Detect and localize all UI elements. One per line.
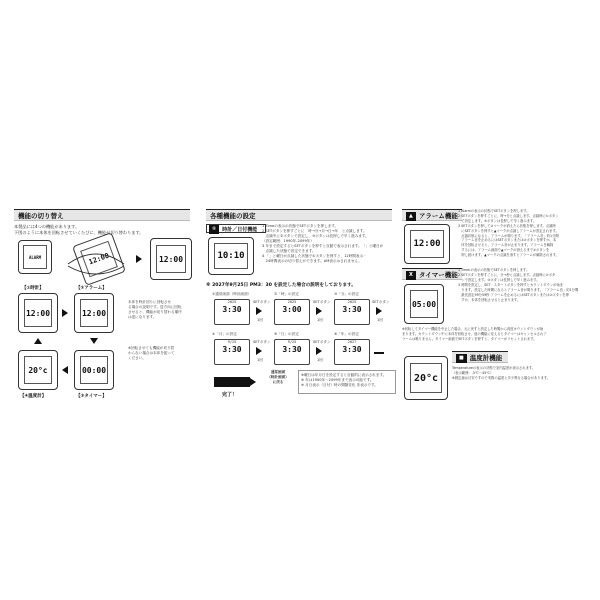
device-screen: [410, 290, 439, 317]
timer-device: [404, 284, 444, 324]
arrow-right-icon: [256, 347, 262, 355]
press-count: 1回: [257, 318, 263, 322]
device-result: [150, 238, 192, 280]
arrow-right-icon: [376, 307, 382, 315]
example-title: ※ 2027年9月25日 PM3：30 を設定した場合の説明をしております。: [206, 283, 356, 288]
device-screen: [80, 356, 109, 383]
row1-label-2: ②「時」の設定: [274, 292, 299, 296]
section-header-timer: [402, 268, 462, 280]
step-line: アラーム音を止めるにはSETボタンまたは②ボタンを押すか、本: [458, 238, 557, 243]
row1-screen-1: [214, 299, 250, 325]
section-title: 機能の切り替え: [18, 212, 64, 220]
device-screen: [156, 245, 186, 274]
screen-date: 9/25: [287, 340, 297, 344]
set-button-label: SETボタン: [372, 300, 390, 304]
clock-time: 12:00: [87, 251, 111, 267]
screen-date: 9/25: [227, 340, 237, 344]
text-line: に戻る: [272, 380, 284, 384]
press-count: 1回: [317, 358, 323, 362]
press-count: 1回: [317, 318, 323, 322]
timer-steps: [458, 268, 586, 303]
mode-display: 20°c: [28, 365, 48, 375]
settings-steps: [262, 224, 392, 264]
section-title: 温度計機能: [469, 354, 503, 362]
step-line: 3 年まで設定するとSETボタンを押すと自動で表示されます。「」と曜日が: [262, 244, 384, 248]
screen-time: 3:00: [282, 305, 302, 314]
sub-badge: ①: [209, 225, 219, 234]
screen-time: 3:30: [222, 305, 242, 314]
screen-time: 3:30: [342, 305, 362, 314]
mode-display: 12:00: [81, 308, 107, 318]
step-line: 3 時間を設定し、SET・スタートボタンを押すとカウントダウンが始ま: [458, 283, 563, 287]
set-button-label: SETボタン: [313, 340, 331, 344]
step-line: 1 Alarmの表示の状態でSETボタンを押します。: [458, 209, 530, 213]
set-button-label: SETボタン: [313, 300, 331, 304]
clock-time: 10:10: [217, 251, 245, 261]
text-line: は逆になります。: [128, 315, 157, 319]
text-line: る場合の説明です。逆方向に回転: [128, 305, 182, 309]
mode-clock-device: [18, 293, 58, 333]
device-screen: [80, 299, 109, 326]
mode-alarm-device: [74, 293, 114, 333]
arrow-right-icon: [316, 347, 322, 355]
text-line: 通常画面: [270, 370, 286, 374]
mode-label-temp: 【④温度計】: [20, 394, 47, 399]
step-line: 1 Timerの表示の状態でSETボタンを押します。: [458, 268, 530, 272]
step-line: （設定範囲：1990年-2099年）: [262, 239, 314, 243]
text-line: ※測定値は目安ですので実際の温度と多少異なる場合があります。: [452, 376, 551, 381]
alarm-device: [404, 224, 450, 264]
settings-clock-device: [208, 237, 254, 275]
press-count: 1回: [257, 358, 263, 362]
note-line: ※ 月日表示（日付）時の間隔変化 非表示です。: [301, 383, 378, 387]
section-header-settings: [206, 209, 392, 221]
temp-text: [452, 366, 588, 382]
row1-label-3: ③「分」の設定: [334, 292, 359, 296]
mode-display: 00:00: [81, 365, 107, 375]
arrow-right-icon: [256, 307, 262, 315]
set-button-label: SETボタン: [253, 300, 271, 304]
rotate-icon: [64, 248, 128, 278]
text-line: ください。: [128, 356, 146, 360]
normal-screen-label: [260, 370, 296, 385]
text-line: わらない場合は本体を振って: [128, 351, 175, 355]
sub-header-clock: [206, 224, 266, 233]
step-line: 2 SETボタンを押すごとに、分→秒と点滅します。点滅時に②ボタ: [458, 273, 556, 277]
alarm-time: 12:00: [413, 239, 441, 249]
row1-screen-3: [334, 299, 370, 325]
settings-notes: [298, 370, 396, 394]
alarm-steps: [458, 209, 586, 258]
row2-screen-3: [334, 339, 370, 365]
mode-timer-device: [74, 350, 114, 390]
side-text-2: [128, 346, 192, 361]
screen-date: 2027: [347, 340, 357, 344]
device-left-tilted: [18, 240, 52, 274]
section-header-temp: [452, 351, 508, 363]
text-line: （表示範囲：-5℃～45℃）: [452, 371, 494, 376]
section-title: 各種機能の設定: [210, 212, 256, 220]
temp-device: [404, 356, 448, 400]
timer-note: [402, 327, 588, 342]
arrow-up-icon: [34, 338, 42, 344]
step-line: 体を回転させると、アラーム音が止まります。アラームを解除: [458, 243, 554, 248]
text-line: （時計画面）: [267, 375, 289, 379]
screen-date: 2025: [227, 300, 237, 304]
timer-icon: X: [406, 271, 416, 280]
text-line: させると、機能が切り替わる順序: [128, 310, 182, 314]
step-line: すか、本体を回転させると止まります。: [458, 298, 521, 302]
row2-screen-2: [274, 339, 310, 365]
step-line: ります。設定した時間になるとアラーム音が鳴ります。「アラーム音」約1分間: [458, 288, 579, 292]
device-screen: [214, 243, 247, 269]
note-line: ※ 年は1900年～2099年まで表示可能です。: [301, 378, 374, 382]
arrow-right-icon: [136, 255, 142, 263]
arrow-right-icon: [250, 378, 256, 386]
bell-icon: ▲: [406, 212, 416, 221]
step-line: 24時間表示の切り替えができます。AM表示はされません。: [262, 259, 362, 263]
step-line: 2 SETボタンを押すごとに、時→分と点滅します。点滅時に①ボタン: [458, 213, 559, 218]
screen-time: 3:30: [342, 345, 362, 354]
row1-screen-2: [274, 299, 310, 325]
mode-label-timer: 【③タイマー】: [76, 394, 107, 399]
row2-label-3: ⑥「年」の設定: [334, 332, 359, 336]
arrow-right-icon: [316, 307, 322, 315]
section-title: タイマー機能: [418, 271, 458, 279]
screen-date: 2025: [347, 300, 357, 304]
note-line: ※曜日は年月日を設定すると自動的に表示されます。: [301, 373, 387, 377]
timer-time: 05:00: [411, 299, 437, 309]
screen-date: 2025: [287, 300, 297, 304]
screen-time: 3:30: [222, 345, 242, 354]
step-line: 2 SETボタンを押すごとに 時→分→月→日→年 と点滅します。: [262, 229, 367, 233]
arrow-right-icon: [62, 309, 68, 317]
temp-value: 20°c: [413, 372, 439, 384]
mode-label-alarm: 【②アラーム】: [76, 286, 107, 291]
complete-label: 完了！: [222, 392, 238, 398]
step-line: 押し続けます。▲マークの点滅を消すとアラームが解除されます。: [458, 253, 559, 258]
intro-line-1: 本製品には4つの機能があります。: [14, 224, 80, 229]
row2-label-2: ⑤「日」の設定: [274, 332, 299, 336]
step-line: で設定します。③ボタンは長押しで早く進みます。: [458, 218, 537, 223]
section-title: アラーム機能: [418, 212, 458, 220]
row1-label-1: ①通常画面（時計画面）: [212, 292, 252, 296]
step-line: 点滅状態になると、アラームが鳴ります。「アラーム音」約1分間: [458, 233, 559, 238]
step-line: 最長設定99分59秒 アラームを止めるにはSETボタンまたは②ボタンを押: [458, 293, 569, 297]
text-line: ※回転させても機能が切り替: [128, 346, 175, 350]
arrow-left-icon: [62, 366, 68, 374]
device-screen: ALARM: [23, 245, 47, 268]
intro-line-2: 下図のように本体を回転させていくたびに、機能が切り替わります。: [14, 230, 144, 235]
note-line: まります。カウントダウン中に本体を回転させ、他の機能に変えるとタイマーはキャンセルされア: [402, 332, 547, 336]
mode-display: 12:00: [25, 308, 51, 318]
complete-arrow-bar: [214, 377, 250, 387]
section-header-alarm: [402, 209, 462, 221]
screen-time: 3:30: [282, 345, 302, 354]
device-screen: [24, 356, 53, 383]
mode-label-clock: 【①時計】: [22, 286, 44, 291]
row2-screen-1: [214, 339, 250, 365]
sub-title: 時計／日付機能: [222, 227, 258, 233]
dash-line: [374, 352, 384, 354]
step-line: 1 Timeの表示の状態でSETボタンを押します。: [262, 224, 339, 228]
press-count: 1回: [377, 318, 383, 322]
arrow-down-icon: [90, 338, 98, 344]
step-line: 3 SETボタンを押して②マークが消えたら状態を押します。点滅時: [458, 223, 556, 228]
step-line: するには、アラーム画面で▲マークが消えるまで②ボタンを: [458, 248, 550, 253]
note-line: ラームは鳴りません。タイマー画面でSETボタンを押すと、タイマーがリセットされます。: [402, 337, 537, 341]
step-line: 点滅中に②ボタンで設定し、③ボタンは長押しで早く進みます。: [262, 234, 369, 238]
section-header-mode-switch: [14, 209, 190, 221]
step-line: 4 「」と曜日が点滅した状態で①ボタンを押すと、12時間表示・: [262, 254, 367, 258]
text-line: 本体を時計回りに回転させ: [128, 300, 172, 304]
step-line: 点滅した状態で設定できます。: [262, 249, 316, 253]
text-line: Temperatureの表示の状態で室内温度が表示されます。: [452, 366, 536, 370]
row2-label-1: ④「月」の設定: [212, 332, 237, 336]
note-line: ※回転してタイマー機能を中止した場合、元に戻すと設定した時間から再度カウントダウンが始: [402, 327, 544, 331]
step-line: ンで設定します。③ボタンは長押しで早く進みます。: [458, 278, 540, 282]
clock-time: 12:00: [158, 254, 184, 264]
thermometer-icon: ■: [456, 354, 467, 363]
set-button-label: SETボタン: [253, 340, 271, 344]
device-screen: [24, 299, 53, 326]
side-text-1: [128, 300, 192, 320]
step-line: にSETボタンを押すと▲マークが点滅しアラームが設定されます。: [458, 228, 559, 233]
mode-temp-device: [18, 350, 58, 390]
device-screen: [410, 230, 443, 257]
device-screen: [410, 363, 442, 393]
